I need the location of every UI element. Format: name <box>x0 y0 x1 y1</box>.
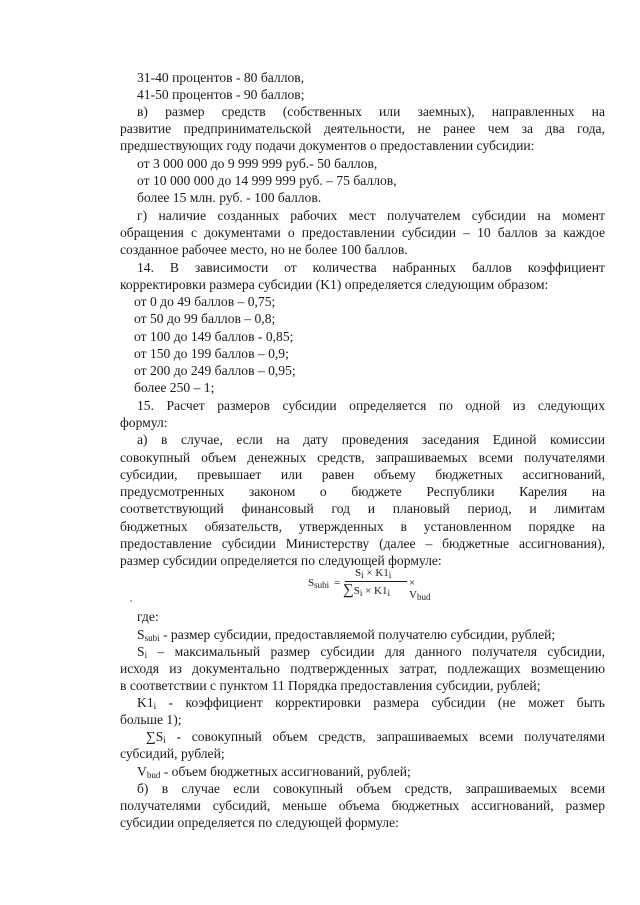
definition-text: - объем бюджетных ассигнований, рублей; <box>160 764 411 779</box>
formula-equals: = <box>334 577 341 589</box>
text-line: б) в случае если совокупный объем средств, запрашиваемых всеми <box>137 781 605 796</box>
text-line: в соответствии с пунктом 11 Порядка предоставления субсидии, рублей; <box>120 678 541 693</box>
text-line: соответствующий финансовый год и плановый период, и лимитам <box>120 501 605 516</box>
formula-denominator-subscript-2: i <box>387 588 391 598</box>
text-line: г) наличие созданных рабочих мест получателем субсидии на момент <box>137 208 605 223</box>
symbol-subscript: bud <box>146 770 161 780</box>
text-line: 31-40 процентов - 80 баллов, <box>137 70 305 85</box>
text-line: предшествующих году подачи документов о предоставлении субсидии: <box>120 138 535 153</box>
text-line: субсидии определяется по следующей формуле: <box>120 815 399 830</box>
symbol: K1 <box>137 695 154 710</box>
formula-numerator-subscript-2: i <box>388 570 392 580</box>
text-line: от 10 000 000 до 14 999 999 руб. – 75 баллов, <box>137 173 397 188</box>
formula-lhs-subscript: subi <box>314 580 330 590</box>
sum-sign: ∑ <box>343 582 354 598</box>
symbol: ∑S <box>146 729 164 744</box>
text-line: от 150 до 199 баллов – 0,9; <box>134 346 289 361</box>
formula-times: × V <box>409 577 417 601</box>
text-line: более 15 млн. руб. - 100 баллов. <box>137 190 322 205</box>
text-line: от 0 до 49 баллов – 0,75; <box>134 294 276 309</box>
text-line: более 250 – 1; <box>134 380 215 395</box>
definition-text: – максимальный размер субсидии для данного получателя субсидии, <box>147 644 605 659</box>
text-line: 15. Расчет размеров субсидии определяется по одной из следующих <box>137 398 605 413</box>
text-line: размер субсидии определяется по следующей формуле: <box>120 553 442 568</box>
formula-numerator-subscript: i <box>361 570 364 580</box>
text-line: предоставление субсидии Министерству (далее – бюджетные ассигнования), <box>120 536 605 551</box>
symbol-subscript: i <box>153 701 157 711</box>
definition-line <box>137 695 605 714</box>
subsidy-formula-a <box>308 567 438 607</box>
text-line: корректировки размера субсидии (K1) определяется следующим образом: <box>120 277 549 292</box>
text-line: развитие предпринимательской деятельности, не ранее чем за два года, <box>120 121 605 136</box>
scan-speck <box>130 600 132 602</box>
formula-times-subscript: bud <box>416 592 431 602</box>
formula-multiplier <box>409 577 438 602</box>
text-line: от 100 до 149 баллов - 0,85; <box>134 329 294 344</box>
formula-denominator-subscript: i <box>359 588 363 598</box>
formula-numerator-symbol: S <box>355 567 362 579</box>
symbol-subscript: subi <box>144 633 160 643</box>
text-line: обращения с документами о предоставлении субсидии – 10 баллов за каждое <box>120 225 605 240</box>
formula-denominator-symbol: S <box>353 585 360 597</box>
formula-numerator-middle: × K1 <box>363 567 389 579</box>
symbol: V <box>137 764 147 779</box>
formula-lhs <box>308 577 329 590</box>
text-line: исходя из документально подтвержденных затрат, подлежащих возмещению <box>120 661 605 676</box>
symbol: S <box>137 644 145 659</box>
text-line: бюджетных обязательств, утвержденных в установленном порядке на <box>120 519 605 534</box>
symbol-subscript: i <box>163 735 166 745</box>
text-line: где: <box>137 609 159 624</box>
definition-text: - размер субсидии, предоставляемой получателю субсидии, рублей; <box>159 627 556 642</box>
definition-text: - совокупный объем средств, запрашиваемых всеми получателями <box>165 729 605 744</box>
text-line: от 3 000 000 до 9 999 999 руб.- 50 баллов, <box>137 156 378 171</box>
text-line: от 50 до 99 баллов – 0,8; <box>134 311 276 326</box>
formula-denominator <box>343 583 390 598</box>
definition-text: - коэффициент корректировки размера субсидии (не может быть <box>156 695 605 710</box>
symbol-subscript: i <box>144 650 148 660</box>
formula-lhs-symbol: S <box>308 577 315 589</box>
text-line: 14. В зависимости от количества набранных баллов коэффициент <box>137 260 605 275</box>
text-line: от 200 до 249 баллов – 0,95; <box>134 363 296 378</box>
text-line: в) размер средств (собственных или заемных), направленных на <box>137 104 605 119</box>
text-line: предусмотренных законом о бюджете Республики Карелия на <box>120 484 605 499</box>
text-line: совокупный объем денежных средств, запрашиваемых всеми получателями <box>120 450 605 465</box>
text-line: субсидий, рублей; <box>120 746 225 761</box>
formula-numerator <box>355 567 391 580</box>
text-line: получателями субсидий, меньше объема бюджетных ассигнований, размер <box>120 798 605 813</box>
text-line: субсидии, превышает или равен объему бюджетных ассигнований, <box>120 467 605 482</box>
text-line: а) в случае, если на дату проведения заседания Единой комиссии <box>137 432 605 447</box>
text-line: созданное рабочее место, но не более 100 баллов. <box>120 242 408 257</box>
fraction-bar <box>345 581 407 582</box>
symbol: S <box>137 627 145 642</box>
text-line: формул: <box>120 415 168 430</box>
formula-denominator-middle: × K1 <box>362 585 388 597</box>
text-line: 41-50 процентов - 90 баллов; <box>137 87 305 102</box>
text-line: больше 1); <box>120 712 182 727</box>
